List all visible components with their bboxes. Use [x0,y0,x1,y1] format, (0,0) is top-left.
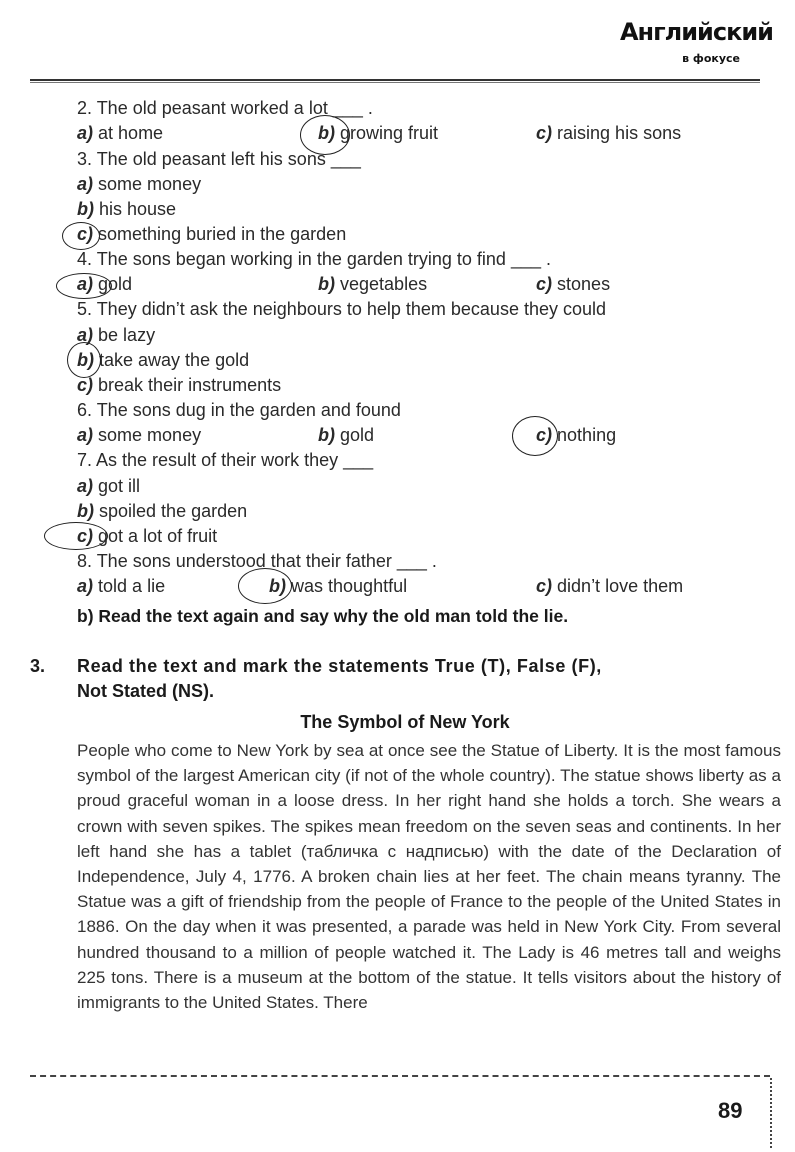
text-title: The Symbol of New York [300,712,510,732]
answer-option [77,499,247,524]
task-instruction-line1: Read the text and mark the statements True (T), False (F), [77,656,602,676]
answer-option [77,121,163,146]
option-letter: a) [77,123,94,143]
question-stem: 2. The old peasant worked a lot ___ . [77,98,373,118]
question-stem: 8. The sons understood that their father ___ . [77,551,437,571]
answer-option [77,197,176,222]
option-letter: c) [536,123,553,143]
page-number: 89 [718,1098,743,1123]
option-letter: c) [536,425,553,445]
answer-option [77,574,165,599]
option-text: didn’t love them [557,576,684,596]
logo-subtitle: в фокусе [682,52,740,65]
task-b-instruction: b) Read the text again and say why the old man told the lie. [77,606,569,626]
option-text: gold [98,274,133,294]
answer-option [77,348,249,373]
option-text: at home [98,123,164,143]
option-letter: b) [77,350,94,370]
option-letter: b) [318,425,335,445]
option-letter: a) [77,476,94,496]
option-text: gold [340,425,375,445]
answer-option [77,222,346,247]
option-letter: b) [77,199,94,219]
option-text: vegetables [340,274,428,294]
option-letter: c) [77,224,94,244]
task-instruction-line2: Not Stated (NS). [77,681,214,701]
option-text: raising his sons [557,123,682,143]
answer-circle-mark [44,522,108,550]
option-text: be lazy [98,325,156,345]
option-letter: c) [536,274,553,294]
option-letter: b) [77,501,94,521]
question-stem: 6. The sons dug in the garden and found [77,400,401,420]
answer-circle-mark [238,568,292,604]
answer-option [77,474,140,499]
logo-title: Английский [619,18,773,46]
answer-option [536,272,610,297]
header-rule [30,79,760,81]
answer-circle-mark [56,273,112,299]
answer-option [77,373,281,398]
question-stem: 3. The old peasant left his sons ___ [77,149,361,169]
option-text: was thoughtful [291,576,408,596]
option-text: growing fruit [340,123,439,143]
option-letter: b) [318,123,335,143]
reading-text: People who come to New York by sea at once see the Statue of Liberty. It is the most famous symbol of the largest American city (if not of the whole country). The statue shows liberty as a proud graceful woman in a loose dress. In her right hand she holds a torch. She wears a crown with seven spikes. The spikes mean freedom on the seven seas and continents. In her left hand she has a tablet (табличка с надписью) with the date of the Declaration of Independence, July 4, 1776. A broken chain lies at her feet. The chain means tyranny. The Statue was a gift of friendship from the people of France to the people of the United States in 1886. On the day when it was presented, a parade was held in New York City. From several hundred thousand to a million of people watched it. The Lady is 46 metres tall and weighs 225 tons. There is a museum at the bottom of the statue. It tells visitors about the history of immigrants to the United States. There [77,741,781,1013]
option-text: spoiled the garden [99,501,248,521]
option-letter: a) [77,274,94,294]
option-letter: a) [77,576,94,596]
option-letter: a) [77,174,94,194]
answer-option [318,423,374,448]
answer-circle-mark [512,416,558,456]
option-letter: c) [77,375,94,395]
option-letter: a) [77,425,94,445]
option-text: break their instruments [98,375,282,395]
answer-circle-mark [62,222,100,250]
option-text: stones [557,274,611,294]
option-text: got ill [98,476,141,496]
answer-option [77,423,201,448]
option-letter: b) [318,274,335,294]
option-letter: c) [536,576,553,596]
answer-circle-mark [67,342,101,378]
option-text: something buried in the garden [98,224,347,244]
question-stem: 5. They didn’t ask the neighbours to help them because they could [77,299,607,319]
option-text: some money [98,174,202,194]
option-text: told a lie [98,576,166,596]
answer-option [318,272,427,297]
answer-option [536,574,683,599]
option-text: some money [98,425,202,445]
question-stem: 4. The sons began working in the garden trying to find ___ . [77,249,551,269]
answer-option [77,172,201,197]
header-rule-thin [30,82,760,83]
option-text: take away the gold [99,350,250,370]
option-letter: b) [269,576,286,596]
question-stem: 7. As the result of their work they ___ [77,450,374,470]
answer-option [536,121,681,146]
option-text: his house [99,199,177,219]
option-text: nothing [557,425,617,445]
footer-dotted-line [770,1078,772,1148]
option-text: got a lot of fruit [98,526,218,546]
option-letter: c) [77,526,94,546]
footer-rule [30,1075,770,1077]
task-number: 3. [30,656,46,676]
option-letter: a) [77,325,94,345]
